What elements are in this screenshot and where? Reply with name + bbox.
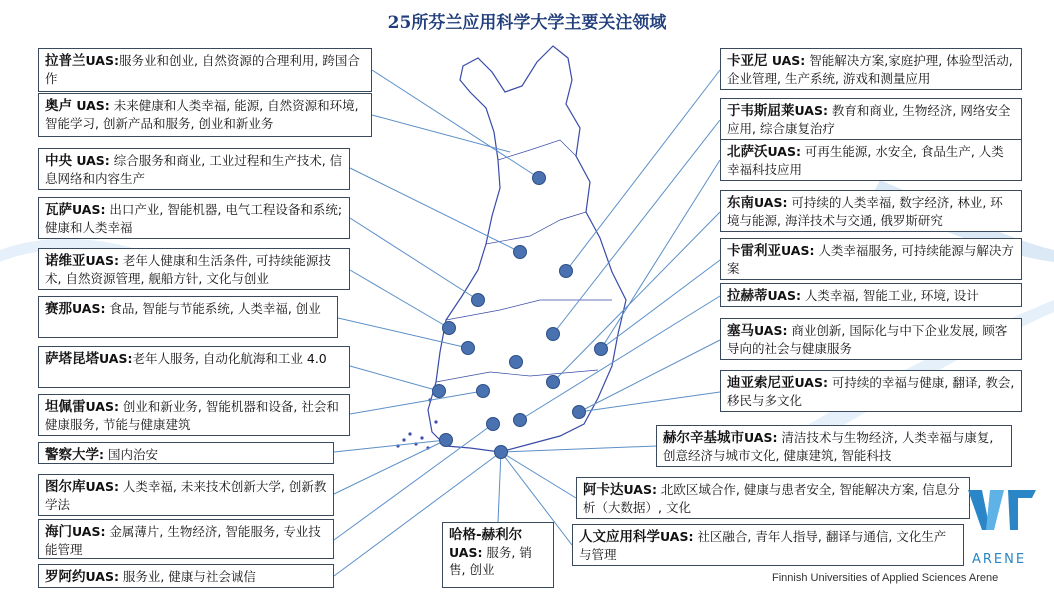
university-name: 中央 (45, 153, 72, 169)
university-box (38, 296, 338, 338)
logo-tagline: Finnish Universities of Applied Sciences Arene (772, 572, 999, 584)
focus-areas: 北欧区域合作, 健康与患者安全, 智能解决方案, 信息分析（大数据）, 文化 (583, 482, 960, 515)
focus-areas: 国内治安 (104, 447, 158, 462)
uas-label: UAS: (72, 202, 106, 217)
university-box (720, 48, 1022, 90)
university-name: 东南 (727, 195, 754, 211)
university-name: 拉普兰 (45, 53, 86, 69)
university-name: 北萨沃 (727, 144, 768, 160)
uas-label: UAS: (754, 323, 788, 338)
university-location-dot (472, 294, 485, 307)
university-box (720, 190, 1022, 232)
university-location-dot (560, 265, 573, 278)
university-location-dot (440, 434, 453, 447)
focus-areas: 服务业, 健康与社会诚信 (118, 569, 256, 584)
connector-line (501, 446, 656, 452)
university-box (572, 524, 964, 566)
university-name: 奥卢 (45, 98, 72, 114)
university-box (38, 197, 350, 239)
university-name: 阿卡达 (583, 482, 624, 498)
archipelago-island (420, 436, 423, 439)
university-location-dot (462, 342, 475, 355)
university-box (38, 519, 334, 559)
uas-label: UAS: (767, 53, 806, 68)
uas-label: UAS: (794, 103, 828, 118)
university-box (38, 346, 350, 388)
university-box (38, 93, 372, 137)
focus-areas: 智能解决方案,家庭护理, 体验型活动, 企业管理, 生产系统, 游戏和测量应用 (727, 53, 1013, 86)
university-name: 人文应用科学 (579, 529, 660, 545)
focus-areas: 商业创新, 国际化与中下企业发展, 顾客导向的社会与健康服务 (727, 323, 1008, 356)
uas-label: UAS: (744, 430, 778, 445)
university-box (38, 48, 372, 92)
university-location-dot (495, 446, 508, 459)
university-box (38, 474, 334, 516)
focus-areas: 食品, 智能与节能系统, 人类幸福, 创业 (105, 301, 321, 316)
university-name: 萨塔昆塔 (45, 351, 99, 367)
uas-label: UAS: (660, 529, 694, 544)
focus-areas: 人类幸福, 智能工业, 环境, 设计 (800, 288, 979, 303)
university-box (442, 522, 554, 588)
university-box (720, 238, 1022, 280)
university-location-dot (547, 328, 560, 341)
university-location-dot (433, 385, 446, 398)
focus-areas: 服务, 销售, 创业 (449, 545, 532, 577)
uas-label: UAS: (449, 545, 483, 560)
focus-areas: 创业和新业务, 智能机器和设备, 社会和健康服务, 节能与健康建筑 (45, 399, 339, 432)
university-location-dot (547, 376, 560, 389)
uas-label: UAS: (767, 144, 801, 159)
focus-areas: 社区融合, 青年人指导, 翻译与通信, 文化生产与管理 (579, 529, 947, 562)
university-name: 哈格-赫利尔 (449, 527, 523, 543)
focus-areas: 人类幸福服务, 可持续能源与解决方案 (727, 243, 1014, 276)
focus-areas: 老年人服务, 自动化航海和工业 4.0 (132, 351, 327, 366)
uas-label: : (99, 447, 104, 462)
uas-label: UAS: (781, 243, 815, 258)
focus-areas: 人类幸福, 未来技术创新大学, 创新教学法 (45, 479, 327, 512)
university-box (38, 148, 350, 190)
uas-label: UAS: (754, 195, 788, 210)
uas-label: UAS: (85, 569, 119, 584)
university-name: 坦佩雷 (45, 399, 86, 415)
uas-label: UAS: (85, 253, 119, 268)
focus-areas: 老年人健康和生活条件, 可持续能源技术, 自然资源管理, 舰船方针, 文化与创业 (45, 253, 331, 286)
university-name: 于韦斯屈莱 (727, 103, 795, 119)
connector-line (334, 440, 446, 452)
archipelago-island (408, 432, 411, 435)
university-box (38, 564, 334, 588)
uas-label: UAS: (99, 351, 133, 366)
university-box (720, 139, 1022, 181)
connector-line (350, 366, 439, 391)
university-name: 赛那 (45, 301, 72, 317)
university-location-dot (573, 406, 586, 419)
focus-areas: 可持续的人类幸福, 数字经济, 林业, 环境与能源, 海洋技术与交通, 俄罗斯研究 (727, 195, 1003, 228)
university-box (720, 370, 1022, 412)
archipelago-island (402, 438, 405, 441)
university-name: 罗阿约 (45, 569, 86, 585)
connector-line (498, 452, 501, 522)
uas-label: UAS: (623, 482, 657, 497)
uas-label: UAS: (85, 399, 119, 414)
connector-line (350, 218, 478, 300)
university-name: 卡亚尼 (727, 53, 768, 69)
logo-text: ARENE (972, 552, 1027, 567)
focus-areas: 清洁技术与生物经济, 人类幸福与康复, 创意经济与城市文化, 健康建筑, 智能科技 (663, 430, 994, 463)
uas-label: UAS: (72, 153, 110, 168)
university-location-dot (514, 246, 527, 259)
university-box (720, 98, 1022, 140)
connector-line (501, 452, 576, 498)
university-name: 拉赫蒂 (727, 288, 768, 304)
uas-label: UAS: (85, 53, 119, 68)
focus-areas: 未来健康和人类幸福, 能源, 自然资源和环境, 智能学习, 创新产品和服务, 创业和新业务 (45, 98, 359, 131)
uas-label: UAS: (85, 479, 119, 494)
focus-areas: 综合服务和商业, 工业过程和生产技术, 信息网络和内容生产 (45, 153, 343, 186)
uas-label: UAS: (794, 375, 828, 390)
focus-areas: 可再生能源, 水安全, 食品生产, 人类幸福科技应用 (727, 144, 1004, 177)
university-location-dot (443, 322, 456, 335)
focus-areas: 金属薄片, 生物经济, 智能服务, 专业技能管理 (45, 524, 321, 557)
university-name: 塞马 (727, 323, 754, 339)
university-name: 海门 (45, 524, 72, 540)
connector-line (579, 392, 720, 412)
university-name: 警察大学 (45, 447, 99, 463)
university-box (720, 318, 1022, 360)
uas-label: UAS: (72, 524, 106, 539)
connector-line (350, 270, 449, 328)
focus-areas: 教育和商业, 生物经济, 网络安全应用, 综合康复治疗 (727, 103, 1011, 136)
connector-line (601, 160, 720, 349)
university-location-dot (533, 172, 546, 185)
university-box (38, 248, 350, 290)
uas-label: UAS: (72, 98, 110, 113)
university-location-dot (510, 356, 523, 369)
university-box (38, 442, 334, 464)
university-box (576, 477, 970, 519)
focus-areas: 服务业和创业, 自然资源的合理利用, 跨国合作 (45, 53, 360, 86)
university-name: 诺维亚 (45, 253, 86, 269)
archipelago-island (434, 420, 437, 423)
focus-areas: 可持续的幸福与健康, 翻译, 教会, 移民与多文化 (727, 375, 1015, 408)
university-name: 卡雷利亚 (727, 243, 781, 259)
university-location-dot (514, 414, 527, 427)
uas-label: UAS: (72, 301, 106, 316)
connector-line (334, 440, 446, 494)
university-name: 图尔库 (45, 479, 86, 495)
university-box (38, 394, 350, 436)
page-title: 25所芬兰应用科学大学主要关注领域 (387, 13, 667, 33)
university-box (720, 283, 1022, 307)
university-location-dot (477, 385, 490, 398)
uas-label: UAS: (767, 288, 801, 303)
connector-line (372, 115, 510, 152)
university-name: 赫尔辛基城市 (663, 430, 744, 446)
university-location-dot (487, 418, 500, 431)
focus-areas: 出口产业, 智能机器, 电气工程设备和系统; 健康和人类幸福 (45, 202, 343, 235)
finland-map-outline (428, 46, 626, 452)
university-location-dot (595, 343, 608, 356)
university-name: 迪亚索尼亚 (727, 375, 795, 391)
university-name: 瓦萨 (45, 202, 72, 218)
university-box (656, 425, 1012, 467)
connector-line (566, 70, 720, 271)
